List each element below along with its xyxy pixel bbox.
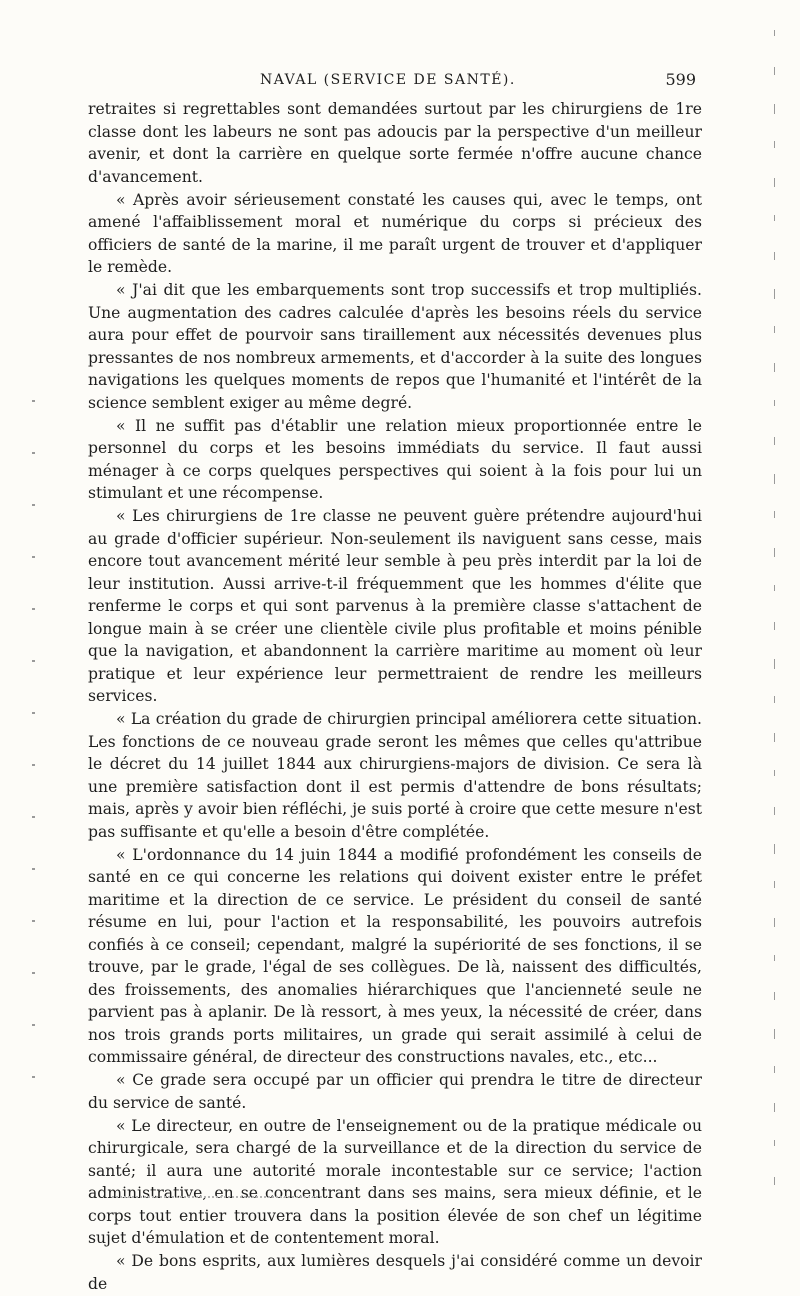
scan-mark <box>774 585 775 591</box>
scan-mark <box>774 918 775 927</box>
scan-mark <box>774 474 775 484</box>
margin-scan-marks <box>766 30 786 1210</box>
running-head <box>88 70 702 94</box>
scan-mark <box>774 289 775 299</box>
scan-mark <box>32 608 35 610</box>
paragraph: « Les chirurgiens de 1re classe ne peuvent guère prétendre aujourd'hui au grade d'officier supérieur. Non-seulement ils naviguent sans cesse, mais encore tout avancement mérité leur semble à peu près interdit par la loi de leur institution. Aussi arrive-t-il fréquemment que les hommes d'élite que renferme le corps et qui sont parvenus à la première classe s'attachent de longue main à se créer une clientèle civile plus profitable et moins pénible que la navigation, et abandonnent la carrière maritime au moment où leur pratique et leur expérience leur permettraient de rendre les meilleurs services. <box>88 507 702 705</box>
scan-mark <box>774 955 775 961</box>
scan-mark <box>774 67 775 75</box>
scan-mark <box>774 178 775 187</box>
scan-mark <box>774 992 775 1000</box>
scan-mark <box>774 770 775 776</box>
paragraph: « De bons esprits, aux lumières desquels j'ai considéré comme un devoir de <box>88 1252 702 1293</box>
scan-mark <box>32 504 35 506</box>
scan-mark <box>774 104 775 114</box>
scan-mark <box>774 363 775 372</box>
scan-mark <box>774 807 775 815</box>
scan-mark <box>774 659 775 669</box>
paragraph: retraites si regrettables sont demandées surtout par les chirurgiens de 1re classe dont les labeurs ne sont pas adoucis par la perspective d'un meilleur avenir, et dont la carrière en quelque sorte fermée n'offre aucune chance d'avancement. <box>88 100 702 186</box>
scan-mark <box>774 326 775 333</box>
scan-mark <box>32 400 35 402</box>
scan-mark <box>32 920 35 922</box>
scan-mark <box>774 252 775 260</box>
scan-mark <box>32 972 35 974</box>
footer-scan-artifact <box>112 1196 322 1200</box>
scan-mark <box>774 1029 775 1039</box>
scan-mark <box>32 1076 35 1078</box>
paragraph: « La création du grade de chirurgien principal améliorera cette situation. Les fonctions de ce nouveau grade seront les mêmes que celles qu'attribue le décret du 14 juillet 1844 aux chirurgiens-majors de division. Ce sera là une première satisfaction dont il est permis d'attendre de bons résultats; mais, après y avoir bien réfléchi, je suis porté à croire que cette mesure n'est pas suffisante et qu'elle a besoin d'être complétée. <box>88 710 702 841</box>
scan-mark <box>774 696 775 703</box>
scan-mark <box>774 511 775 518</box>
scan-mark <box>774 622 775 630</box>
paragraph: « Le directeur, en outre de l'enseignement ou de la pratique médicale ou chirurgicale, sera chargé de la surveillance et de la direction du service de santé; il aura une autorité morale incontestable sur ce service; l'action administrative, en se concentrant dans ses mains, sera mieux définie, et le corps tout entier trouvera dans la position élevée de son chef un légitime sujet d'émulation et de contentement moral. <box>88 1116 702 1247</box>
paragraph: « L'ordonnance du 14 juin 1844 a modifié profondément les conseils de santé en ce qui concerne les relations qui doivent exister entre le préfet maritime et la direction de ce service. Le président du conseil de santé résume en lui, pour l'action et la responsabilité, les pouvoirs autrefois confiés à ce conseil; cependant, malgré la supériorité de ses fonctions, il se trouve, par le grade, l'égal de ses collègues. De là, naissent des difficultés, des froissements, des anomalies hiérarchiques que l'ancienneté seule ne parvient pas à aplanir. De là ressort, à mes yeux, la nécessité de créer, dans nos trois grands ports militaires, un grade qui serait assimilé à celui de commissaire général, de directeur des constructions navales, etc., etc... <box>88 845 702 1066</box>
scan-mark <box>774 141 775 148</box>
scan-mark <box>32 1024 35 1026</box>
scan-mark <box>32 868 35 870</box>
scan-mark <box>32 556 35 558</box>
scan-mark <box>32 816 35 818</box>
scan-mark <box>32 452 35 454</box>
paragraph: « Après avoir sérieusement constaté les causes qui, avec le temps, ont amené l'affaiblissement moral et numérique du corps si précieux des officiers de santé de la marine, il me paraît urgent de trouver et d'appliquer le remède. <box>88 190 702 276</box>
scan-mark <box>32 660 35 662</box>
scan-mark <box>774 1140 775 1146</box>
running-title: NAVAL (SERVICE DE SANTÉ). <box>260 72 516 88</box>
page-content <box>88 70 702 1296</box>
scan-mark <box>774 1103 775 1112</box>
body-text <box>88 98 702 1295</box>
scan-mark <box>774 30 775 36</box>
scan-mark <box>774 437 775 445</box>
scan-mark <box>32 764 35 766</box>
scan-mark <box>774 1066 775 1073</box>
left-margin-scan-marks <box>30 400 40 1100</box>
scan-mark <box>774 548 775 557</box>
scan-mark <box>774 400 775 406</box>
scan-mark <box>774 733 775 742</box>
scan-mark <box>774 215 775 221</box>
paragraph: « Ce grade sera occupé par un officier qui prendra le titre de directeur du service de santé. <box>88 1071 702 1112</box>
scan-mark <box>774 1177 775 1185</box>
scan-mark <box>774 844 775 854</box>
page-number: 599 <box>665 70 696 89</box>
paragraph: « J'ai dit que les embarquements sont trop successifs et trop multipliés. Une augmentation des cadres calculée d'après les besoins réels du service aura pour effet de pourvoir sans tiraillement aux nécessités devenues plus pressantes de nos nombreux armements, et d'accorder à la suite des longues navigations les quelques moments de repos que l'humanité et l'intérêt de la science semblent exiger au même degré. <box>88 281 702 412</box>
scan-mark <box>774 881 775 888</box>
scan-mark <box>32 712 35 714</box>
paragraph: « Il ne suffit pas d'établir une relation mieux proportionnée entre le personnel du corps et les besoins immédiats du service. Il faut aussi ménager à ce corps quelques perspectives qui soient à la fois pour lui un stimulant et une récompense. <box>88 416 702 502</box>
